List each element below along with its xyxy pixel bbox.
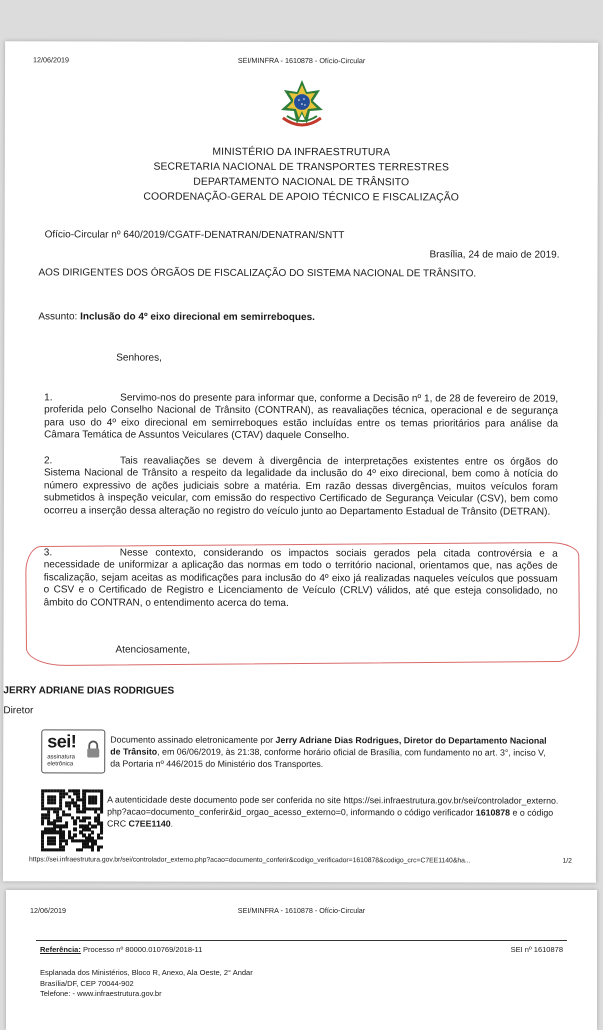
sei-number: SEI nº 1610878: [510, 945, 563, 954]
qr-module: [68, 807, 71, 810]
qr-module: [82, 810, 85, 813]
qr-module: [73, 834, 76, 837]
sei-signature-logo: [41, 729, 105, 773]
paragraph-text: Nesse contexto, considerando os impactos sociais gerados pela citada controvérsia e a necessidade de uniformizar a aplicação das normas em todo o território nacional, orientamos que, nas ações de fiscalização, sejam aceitas as modificações para inclusão do 4º eixo já realizadas naqueles veículos que possuam o CSV e o Certificado de Registro e Licenciamento de Veículo (CRLV) válidos, até que esteja consolidado, no âmbito do CONTRAN, o entendimento acerca do tema.: [43, 547, 558, 609]
place-date: Brasília, 24 de maio de 2019.: [429, 249, 560, 261]
qr-module: [74, 828, 77, 831]
recipients: AOS DIRIGENTES DOS ÓRGÃOS DE FISCALIZAÇÃO DO SISTEMA NACIONAL DE TRÂNSITO.: [38, 267, 477, 280]
signer-title: Diretor: [3, 705, 34, 717]
qr-module: [82, 819, 85, 822]
qr-module: [74, 822, 77, 825]
address-line: Esplanada dos Ministérios, Bloco R, Anexo, Ala Oeste, 2° Andar: [40, 968, 253, 977]
paragraph-number: 2.: [43, 455, 53, 467]
print-doc-ref: SEI/MINFRA - 1610878 - Ofício-Circular: [237, 55, 366, 66]
print-date: 12/06/2019: [30, 906, 66, 915]
ministry-line: DEPARTAMENTO NACIONAL DE TRÂNSITO: [193, 176, 410, 189]
padlock-icon: [86, 740, 100, 758]
sei-logo-caption: assinatura eletrônica: [47, 754, 75, 768]
qr-module: [100, 810, 103, 813]
address-line: Telefone: - www.infraestrutura.gov.br: [40, 989, 162, 998]
oficio-number: Ofício-Circular nº 640/2019/CGATF-DENATRAN/DENATRAN/SNTT: [44, 229, 345, 242]
footer-url[interactable]: https://sei.infraestrutura.gov.br/sei/controlador_externo.php?acao=documento_conferir&codigo_verificador=1610878&codigo_crc=C7EE1140&ha...: [28, 856, 471, 865]
qr-module: [91, 849, 94, 852]
address-line: Brasília/DF, CEP 70044-902: [40, 978, 134, 988]
closing: Atenciosamente,: [115, 644, 191, 656]
salutation: Senhores,: [116, 352, 162, 364]
qr-module: [100, 846, 103, 849]
qr-module: [94, 825, 97, 828]
qr-module: [91, 831, 94, 834]
reference-label: Referência:: [40, 945, 81, 954]
qr-module: [65, 825, 68, 828]
subject-label: Assunto:: [38, 311, 78, 323]
reference: [40, 945, 202, 954]
coat-of-arms-icon: [275, 78, 329, 134]
paragraph-number: 1.: [44, 392, 53, 404]
qr-code: [41, 789, 103, 851]
subject: [38, 311, 315, 324]
qr-module: [97, 849, 100, 852]
sei-logo-word: sei!: [47, 731, 77, 752]
qr-module: [62, 795, 65, 798]
print-date: 12/06/2019: [33, 55, 70, 65]
signature-notice: Documento assinado eletronicamente por Jerry Adriane Dias Rodrigues, Diretor do Departamento Nacional de Trânsito, em 06/06/2019, às 21:38, conforme horário oficial de Brasília, com fundamento no art. 3°, inciso V, da Portaria nº 446/2015 do Ministério dos Transportes.: [110, 734, 547, 770]
reference-divider: [36, 940, 567, 941]
page-count: 1/2: [562, 857, 572, 865]
address-block: [40, 968, 253, 1000]
qr-module: [53, 801, 56, 804]
paragraph-number: 3.: [43, 547, 53, 559]
ministry-line: SECRETARIA NACIONAL DE TRANSPORTES TERRESTRES: [153, 161, 450, 174]
paragraph-text: Servimo-nos do presente para informar que, conforme a Decisão nº 1, de 28 de fevereiro de 2019, proferida pelo Conselho Nacional de Trânsito (CONTRAN), as reavaliações técnica, operacional e de segurança para uso do 4º eixo direcional em semirreboques estão incluídas entre os temas prioritários para análise da Câmara Temática de Assuntos Veiculares (CTAV) daquele Conselho.: [44, 392, 559, 442]
qr-module: [62, 848, 65, 851]
qr-module: [100, 831, 103, 834]
hand-drawn-highlight: [25, 542, 580, 666]
ministry-line: MINISTÉRIO DA INFRAESTRUTURA: [212, 146, 391, 159]
ministry-line: COORDENAÇÃO-GERAL DE APOIO TÉCNICO E FISCALIZAÇÃO: [143, 191, 459, 204]
ministry-header: [5, 144, 598, 206]
paragraph-2: [44, 455, 558, 518]
qr-module: [88, 816, 91, 819]
authenticity-notice: A autenticidade deste documento pode ser conferida no site https://sei.infraestrutura.gov.br/sei/controlador_externo.php?acao=documento_conferir&id_orgao_acesso_externo=0, informando o código verificador 1610878 e o código CRC C7EE1140.: [107, 794, 559, 830]
qr-module: [53, 842, 56, 845]
paragraph-text: Tais reavaliações se devem à divergência de interpretações existentes entre os órgãos do Sistema Nacional de Trânsito a respeito da legalidade da inclusão do 4º eixo direcional, bem como à notícia do número expressivo de ações judiciais sobre a matéria. Em razão dessas divergências, muitos veículos foram submetidos à inspeção veicular, com emissão do respectivo Certificado de Segurança Veicular (CSV), bem como ocorreu a inserção dessa alteração no registro do veículo junto ao Departamento Estadual de Trânsito (DETRAN).: [43, 455, 559, 518]
reference-text: Processo nº 80000.010769/2018-11: [82, 945, 203, 954]
qr-module: [65, 843, 68, 846]
document-page-1: [3, 41, 598, 883]
qr-module: [59, 819, 62, 822]
subject-text: Inclusão do 4º eixo direcional em semirreboques.: [80, 311, 315, 324]
paragraph-1: [44, 392, 558, 443]
signer-name: JERRY ADRIANE DIAS RODRIGUES: [3, 685, 175, 697]
qr-module: [100, 837, 103, 840]
qr-module: [41, 822, 44, 825]
document-page-2: [6, 890, 597, 1030]
print-doc-ref: SEI/MINFRA - 1610878 - Ofício-Circular: [237, 906, 366, 915]
qr-module: [94, 801, 97, 804]
qr-module: [79, 848, 82, 851]
